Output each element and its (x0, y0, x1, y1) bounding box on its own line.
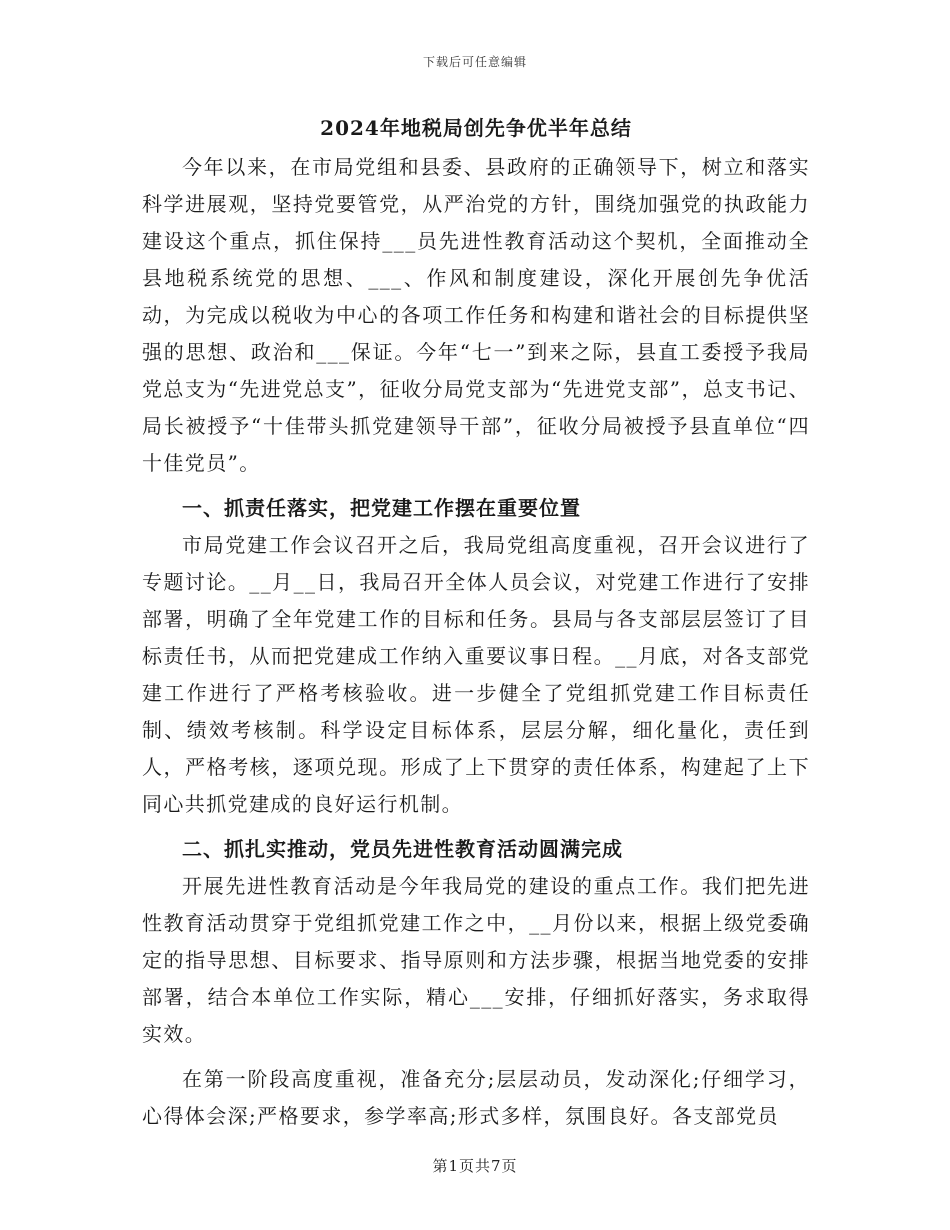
section-2-paragraph-1: 开展先进性教育活动是今年我局党的建设的重点工作。我们把先进性教育活动贯穿于党组抓党建工作之中，__月份以来，根据上级党委确定的指导思想、目标要求、指导原则和方法步骤，根据当地党委的安排部署，结合本单位工作实际，精心___安排，仔细抓好落实，务求取得实效。 (142, 874, 810, 1046)
section-2-heading: 二、抓扎实推动，党员先进性教育活动圆满完成 (182, 837, 623, 861)
header-note: 下载后可任意编辑 (422, 55, 527, 69)
document-title: 2024年地税局创先争优半年总结 (320, 116, 632, 140)
section-1-heading: 一、抓责任落实，把党建工作摆在重要位置 (182, 496, 581, 520)
document-body (142, 113, 810, 1135)
page-footer: 第1页共7页 (432, 1157, 518, 1175)
intro-paragraph: 今年以来，在市局党组和县委、县政府的正确领导下，树立和落实科学进展观，坚持党要管党，从严治党的方针，围绕加强党的执政能力建设这个重点，抓住保持___员先进性教育活动这个契机，全面推动全县地税系统党的思想、___、作风和制度建设，深化开展创先争优活动，为完成以税收为中心的各项工作任务和构建和谐社会的目标提供坚强的思想、政治和___保证。今年“七一”到来之际，县直工委授予我局党总支为“先进党总支”，征收分局党支部为“先进党支部”，总支书记、局长被授予“十佳带头抓党建领导干部”，征收分局被授予县直单位“四十佳党员”。 (142, 155, 810, 475)
section-1-paragraph: 市局党建工作会议召开之后，我局党组高度重视，召开会议进行了专题讨论。__月__日，我局召开全体人员会议，对党建工作进行了安排部署，明确了全年党建工作的目标和任务。县局与各支部层层签订了目标责任书，从而把党建成工作纳入重要议事日程。__月底，对各支部党建工作进行了严格考核验收。进一步健全了党组抓党建工作目标责任制、绩效考核制。科学设定目标体系，层层分解，细化量化，责任到人，严格考核，逐项兑现。形成了上下贯穿的责任体系，构建起了上下同心共抓党建成的良好运行机制。 (142, 533, 810, 816)
section-2-paragraph-2: 在第一阶段高度重视，准备充分;层层动员，发动深化;仔细学习，心得体会深;严格要求，参学率高;形式多样，氛围良好。各支部党员 (142, 1067, 810, 1128)
